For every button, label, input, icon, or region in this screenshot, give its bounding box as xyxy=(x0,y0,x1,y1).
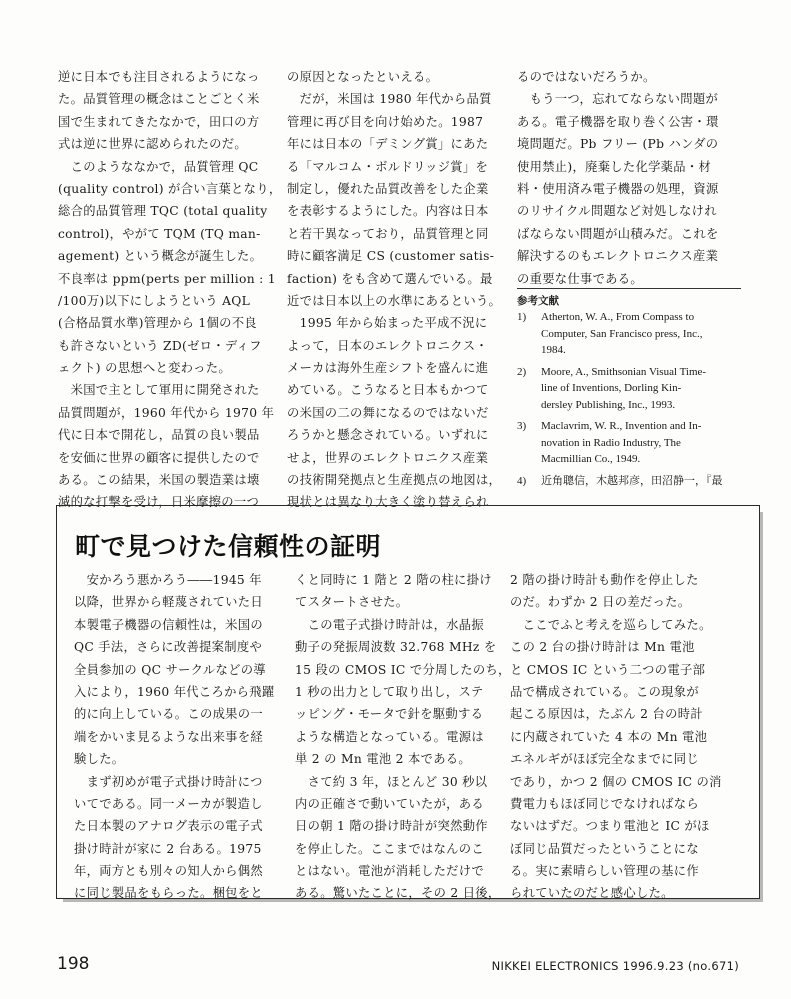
text-line: 品で構成されている。この現象が xyxy=(510,684,699,699)
sidebar-column-2 xyxy=(295,569,511,905)
text-line: ぼ同じ品質だったということにな xyxy=(510,841,699,856)
text-line: 1995 年から始まった平成不況に xyxy=(287,316,488,331)
text-line: ここでふと考えを巡らしてみた。 xyxy=(510,617,712,632)
text-line: 国で生まれてきたなかで，田口の方 xyxy=(58,114,260,129)
reference-item xyxy=(517,309,743,359)
text-line: た日本製のアナログ表示の電子式 xyxy=(74,819,263,834)
reference-line: 1984. xyxy=(541,344,566,356)
text-line: に同じ製品をもらった。梱包をと xyxy=(74,886,263,901)
references-divider xyxy=(517,288,741,289)
reference-number: 4) xyxy=(517,474,527,487)
text-line: 使用禁止)，廃棄した化学薬品・材 xyxy=(517,159,712,174)
text-line: 現状とは異なり大きく塗り替えられ xyxy=(287,495,489,510)
text-line: ある。この結果，米国の製造業は壊 xyxy=(58,473,260,488)
page-number: 198 xyxy=(57,954,90,974)
text-line: いてである。同一メーカが製造し xyxy=(74,796,263,811)
reference-line: novation in Radio Industry, The xyxy=(541,436,681,449)
text-line: るのではないだろうか。 xyxy=(517,70,656,84)
text-line: を安価に世界の顧客に提供したので xyxy=(58,450,260,465)
text-line: と若干異なっており，品質管理と同 xyxy=(287,226,489,241)
text-line: faction) をも含めて選んでいる。最 xyxy=(287,271,493,286)
text-line: 1 秒の出力として取り出し，ステ xyxy=(295,684,484,699)
text-line: た。品質管理の概念はことごとく米 xyxy=(58,92,260,107)
text-line: 管理に再び目を向け始めた。1987 xyxy=(287,114,484,129)
text-line: 端をかいま見るような出来事を経 xyxy=(74,729,263,744)
text-line: ような構造となっている。電源は xyxy=(295,729,484,744)
text-line: control)，やがて TQM (TQ man- xyxy=(58,226,261,241)
sidebar-title: 町で見つけた信頼性の証明 xyxy=(75,532,382,561)
reference-item xyxy=(517,364,743,414)
reference-item xyxy=(517,418,743,468)
text-line: の米国の二の舞になるのではないだ xyxy=(287,405,489,420)
reference-line: Maclavrim, W. R., Invention and In- xyxy=(541,420,702,432)
text-line: めている。こうなると日本もかつて xyxy=(287,383,489,398)
text-line: 単 2 の Mn 電池 2 本である。 xyxy=(295,752,471,767)
text-line: ある。電子機器を取り巻く公害・環 xyxy=(517,114,719,129)
text-line: のリサイクル問題など対処しなけれ xyxy=(517,204,717,219)
text-line: くと同時に 1 階と 2 階の柱に掛け xyxy=(295,573,492,587)
text-line: 掛け時計が家に 2 台ある。1975 xyxy=(74,841,262,856)
reference-item xyxy=(517,473,743,490)
text-line: とはない。電池が消耗しただけで xyxy=(295,864,484,879)
sidebar-column-3 xyxy=(510,569,722,905)
text-line: 時に顧客満足 CS (customer satis- xyxy=(287,249,495,264)
references-title: 参考文献 xyxy=(517,295,559,307)
text-line: 日の朝 1 階の掛け時計が突然動作 xyxy=(295,819,488,834)
text-line: を表彰するようにした。内容は日本 xyxy=(287,204,489,219)
text-line: を停止した。ここまではなんのこ xyxy=(295,841,484,856)
magazine-footer: NIKKEI ELECTRONICS 1996.9.23 (no.671) xyxy=(491,959,739,973)
text-line: 式は逆に世界に認められたのだ。 xyxy=(58,137,247,152)
text-line: 年には日本の「デミング賞」にあた xyxy=(287,137,489,152)
text-line: 不良率は ppm(perts per million : 1 xyxy=(58,271,276,286)
text-line: 安かろう悪かろう――1945 年 xyxy=(74,573,262,587)
text-line: 総合的品質管理 TQC (total quality xyxy=(58,204,268,219)
text-line: 以降，世界から軽蔑されていた日 xyxy=(74,595,263,610)
text-line: エネルギがほぼ完全なまでに同じ xyxy=(510,752,699,767)
references-list xyxy=(517,309,743,494)
text-line: よって，日本のエレクトロニクス・ xyxy=(287,338,488,353)
text-line: 解決するのもエレクトロニクス産業 xyxy=(517,249,719,264)
text-line: 料・使用済み電子機器の処理，資源 xyxy=(517,181,719,196)
text-line: 境問題だ。Pb フリー (Pb ハンダの xyxy=(517,137,719,152)
reference-number: 2) xyxy=(517,365,527,378)
reference-line: line of Inventions, Dorling Kin- xyxy=(541,382,682,394)
text-line: 動子の発振周波数 32.768 MHz を xyxy=(295,640,497,655)
text-line: ッピング・モータで針を駆動する xyxy=(295,707,484,722)
text-line: 年，両方とも別々の知人から偶然 xyxy=(74,864,263,879)
text-line: 品質問題が，1960 年代から 1970 年 xyxy=(58,405,275,420)
reference-line: Computer, San Francisco press, Inc., xyxy=(541,327,703,340)
reference-number: 3) xyxy=(517,420,527,432)
text-line: る。実に素晴らしい管理の基に作 xyxy=(510,864,699,879)
text-line: 入により，1960 年代ころから飛躍 xyxy=(74,684,275,699)
text-line: られていたのだと感心した。 xyxy=(510,886,674,901)
text-line: 滅的な打撃を受け，日米摩擦の一つ xyxy=(58,495,260,510)
text-line: ェクト) の思想へと変わった。 xyxy=(58,361,231,376)
reference-line: Macmillian Co., 1949. xyxy=(541,453,641,465)
text-line: であり，かつ 2 個の CMOS IC の消 xyxy=(510,774,722,789)
text-line: (quality control) が合い言葉となり， xyxy=(58,181,282,196)
text-line: 起こる原因は，たぶん 2 台の時計 xyxy=(510,707,703,722)
text-line: 費電力もほぼ同じでなければなら xyxy=(510,796,699,811)
article-column-1 xyxy=(58,66,281,514)
text-line: 全員参加の QC サークルなどの導 xyxy=(74,662,266,677)
text-line: 的に向上している。この成果の一 xyxy=(74,707,263,722)
text-line: (合格品質水準)管理から 1個の不良 xyxy=(58,316,257,331)
text-line: 15 段の CMOS IC で分周したのち， xyxy=(295,662,511,677)
reference-line: dersley Publishing, Inc., 1993. xyxy=(541,398,676,411)
reference-line: 近角聰信，木越邦彦，田沼静一，『最 xyxy=(541,474,723,487)
text-line: に内蔵されていた 4 本の Mn 電池 xyxy=(510,729,708,744)
text-line: メーカは海外生産シフトを盛んに進 xyxy=(287,361,489,376)
text-line: 験した。 xyxy=(74,752,125,767)
text-line: る「マルコム・ボルドリッジ賞」を xyxy=(287,159,489,174)
text-line: 米国で主として軍用に開発された xyxy=(58,383,260,398)
text-line: 内の正確さで動いていたが，ある xyxy=(295,796,484,811)
reference-line: Atherton, W. A., From Compass to xyxy=(541,311,695,323)
text-line: ないはずだ。つまり電池と IC がほ xyxy=(510,819,710,834)
text-line: 本製電子機器の信頼性は，米国の xyxy=(74,617,263,632)
text-line: このようななかで，品質管理 QC xyxy=(58,159,259,174)
text-line: 近では日本以上の水準にあるという。 xyxy=(287,293,502,308)
sidebar-column-1 xyxy=(74,569,274,905)
article-column-3 xyxy=(517,66,719,290)
text-line: この電子式掛け時計は，水晶振 xyxy=(295,617,484,632)
text-line: のだ。わずか 2 日の差だった。 xyxy=(510,595,691,610)
text-line: 2 階の掛け時計も動作を停止した xyxy=(510,573,699,587)
text-line: の原因となったといえる。 xyxy=(287,70,439,84)
reference-number: 1) xyxy=(517,311,527,323)
text-line: /100万)以下にしようという AQL xyxy=(58,293,251,308)
text-line: せよ，世界のエレクトロニクス産業 xyxy=(287,450,489,465)
text-line: この 2 台の掛け時計は Mn 電池 xyxy=(510,640,695,655)
article-column-2 xyxy=(287,66,501,514)
text-line: agement) という概念が誕生した。 xyxy=(58,249,263,264)
text-line: だが，米国は 1980 年代から品質 xyxy=(287,92,492,107)
reference-line: Moore, A., Smithsonian Visual Time- xyxy=(541,365,707,378)
text-line: もう一つ，忘れてならない問題が xyxy=(517,92,719,107)
text-line: 代に日本で開花し，品質の良い製品 xyxy=(58,428,260,443)
text-line: も許さないという ZD(ゼロ・ディフ xyxy=(58,338,262,353)
text-line: まず初めが電子式掛け時計につ xyxy=(74,774,263,789)
text-line: ろうかと懸念されている。いずれに xyxy=(287,428,489,443)
text-line: てスタートさせた。 xyxy=(295,595,409,610)
text-line: ばならない問題が山積みだ。これを xyxy=(517,226,719,241)
text-line: ある。驚いたことに，その 2 日後， xyxy=(295,886,501,901)
text-line: と CMOS IC という二つの電子部 xyxy=(510,662,706,677)
text-line: 制定し，優れた品質改善をした企業 xyxy=(287,181,489,196)
text-line: の技術開発拠点と生産拠点の地図は， xyxy=(287,473,502,488)
text-line: 逆に日本でも注目されるようになっ xyxy=(58,70,260,84)
text-line: QC 手法，さらに改善提案制度や xyxy=(74,640,263,655)
text-line: さて約 3 年，ほとんど 30 秒以 xyxy=(295,774,488,789)
text-line: の重要な仕事である。 xyxy=(517,271,643,286)
